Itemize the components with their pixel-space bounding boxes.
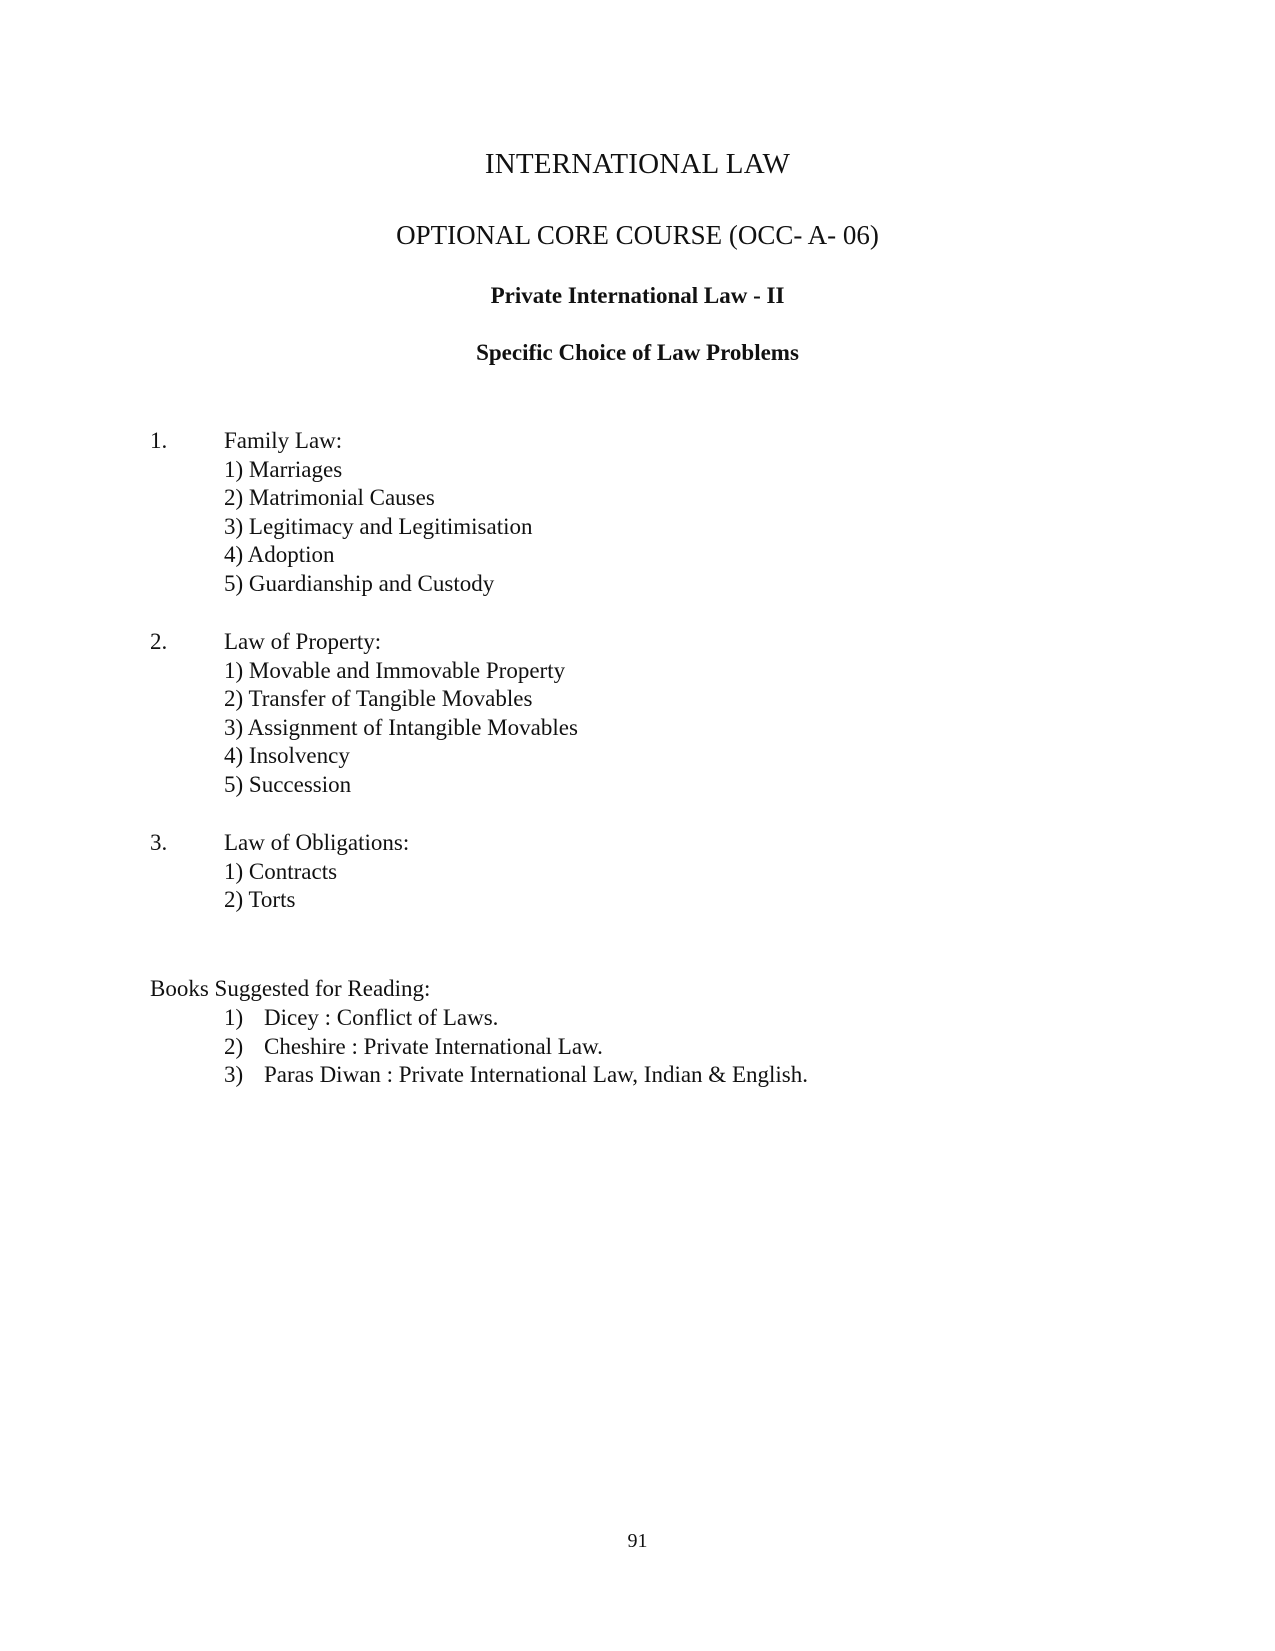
- list-item: 3) Assignment of Intangible Movables: [224, 714, 578, 740]
- section-title: Family Law:: [224, 428, 343, 453]
- document-title: INTERNATIONAL LAW: [484, 148, 791, 180]
- topic-heading: Specific Choice of Law Problems: [476, 340, 799, 365]
- page-number: 91: [627, 1530, 648, 1552]
- section-number: 3.: [150, 830, 168, 855]
- list-item: 2) Matrimonial Causes: [224, 485, 435, 511]
- list-item: 2) Transfer of Tangible Movables: [224, 686, 533, 712]
- paper-subtitle: Private International Law - II: [490, 283, 785, 308]
- section-title: Law of Property:: [224, 629, 382, 654]
- books-heading: Books Suggested for Reading:: [150, 976, 431, 1001]
- syllabus-section-law-of-obligations: [150, 829, 1150, 915]
- list-item: 4) Insolvency: [224, 743, 350, 769]
- list-item: 2) Torts: [224, 887, 296, 913]
- book-number: 3): [224, 1062, 244, 1088]
- section-items: [150, 456, 1150, 599]
- syllabus-section-law-of-property: [150, 628, 1150, 800]
- course-code-heading: OPTIONAL CORE COURSE (OCC- A- 06): [396, 220, 879, 250]
- book-number: 1): [224, 1005, 244, 1030]
- book-reference: Paras Diwan : Private International Law, Indian & English.: [264, 1062, 808, 1088]
- section-items: [150, 657, 1150, 800]
- book-number: 2): [224, 1033, 244, 1059]
- list-item: 1) Movable and Immovable Property: [224, 657, 566, 683]
- book-reference: Dicey : Conflict of Laws.: [264, 1005, 499, 1030]
- list-item: 5) Succession: [224, 771, 352, 797]
- list-item: 5) Guardianship and Custody: [224, 570, 495, 596]
- section-number: 1.: [150, 428, 168, 453]
- list-item: 3) Legitimacy and Legitimisation: [224, 513, 533, 539]
- section-number: 2.: [150, 629, 168, 654]
- list-item: 4) Adoption: [224, 542, 335, 568]
- book-reference: Cheshire : Private International Law.: [264, 1033, 603, 1059]
- section-items: [150, 858, 1150, 915]
- section-title: Law of Obligations:: [224, 830, 410, 855]
- list-item: 1) Contracts: [224, 858, 338, 884]
- list-item: 1) Marriages: [224, 456, 343, 482]
- syllabus-section-family-law: [150, 427, 1150, 599]
